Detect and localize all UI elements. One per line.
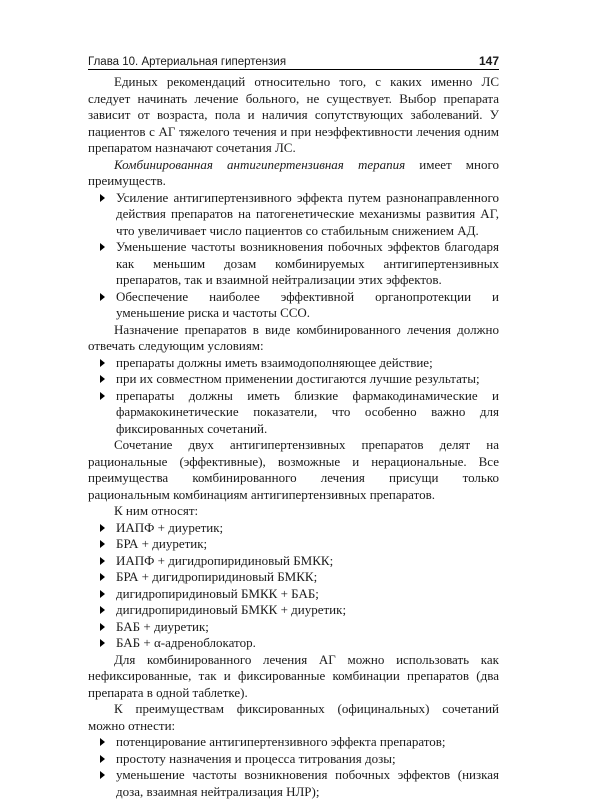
bullet-arrow-icon <box>100 359 105 367</box>
list-item: уменьшение частоты возникновения побочных эффектов (низкая доза, взаимная нейтрализация НЛР); <box>116 767 499 800</box>
list-item: дигидропиридиновый БМКК + БАБ; <box>116 586 499 603</box>
bullet-arrow-icon <box>100 243 105 251</box>
bullet-arrow-icon <box>100 771 105 779</box>
bullet-arrow-icon <box>100 738 105 746</box>
advantages-list <box>88 190 499 322</box>
bullet-arrow-icon <box>100 557 105 565</box>
bullet-arrow-icon <box>100 524 105 532</box>
paragraph: Назначение препаратов в виде комбинированного лечения должно отвечать следующим условиям: <box>88 321 499 353</box>
list-item: Обеспечение наиболее эффективной органопротекции и уменьшение риска и частоты ССО. <box>116 289 499 322</box>
list-item: препараты должны иметь близкие фармакодинамические и фармакокинетические показатели, что особенно важно для фиксированных сочетаний. <box>116 388 499 438</box>
list-item: при их совместном применении достигаются лучшие результаты; <box>116 371 499 388</box>
paragraph: К преимуществам фиксированных (официнальных) сочетаний можно отнести: <box>88 701 499 733</box>
list-item: ИАПФ + диуретик; <box>116 520 499 537</box>
bullet-arrow-icon <box>100 392 105 400</box>
paragraph <box>88 157 499 190</box>
fixed-combination-advantages-list <box>88 734 499 800</box>
bullet-arrow-icon <box>100 540 105 548</box>
list-item: препараты должны иметь взаимодополняющее действие; <box>116 355 499 372</box>
list-item: ИАПФ + дигидропиридиновый БМКК; <box>116 553 499 570</box>
bullet-arrow-icon <box>100 375 105 383</box>
italic-term: Комбинированная антигипертензивная терапия <box>114 156 406 172</box>
paragraph: Для комбинированного лечения АГ можно использовать как нефиксированные, так и фиксированные комбинации препаратов (два препарата в одной таблетке). <box>88 651 499 700</box>
page-number: 147 <box>478 54 499 68</box>
list-item: БАБ + диуретик; <box>116 619 499 636</box>
list-item: потенцирование антигипертензивного эффекта препаратов; <box>116 734 499 751</box>
bullet-arrow-icon <box>100 639 105 647</box>
list-item: простоту назначения и процесса титрования дозы; <box>116 751 499 768</box>
paragraph-rest: имеет много преимуществ. <box>88 156 499 188</box>
conditions-list <box>88 355 499 438</box>
paragraph: Сочетание двух антигипертензивных препаратов делят на рациональные (эффективные), возможные и нерациональные. Все преимущества комбинированного лечения присущи только рациональным комбинациям антигипертензивных препаратов. <box>88 437 499 502</box>
bullet-arrow-icon <box>100 194 105 202</box>
list-item: дигидропиридиновый БМКК + диуретик; <box>116 602 499 619</box>
list-item: БРА + дигидропиридиновый БМКК; <box>116 569 499 586</box>
paragraph: Единых рекомендаций относительно того, с каких именно ЛС следует начинать лечение больного, не существует. Выбор препарата зависит от возраста, пола и наличия сопутствующих заболеваний. У пациентов с АГ тяжелого течения и при неэффективности лечения одним препаратом назначают сочетания ЛС. <box>88 74 499 155</box>
combinations-list <box>88 520 499 652</box>
bullet-arrow-icon <box>100 293 105 301</box>
header-rule <box>88 69 499 70</box>
paragraph: К ним относят: <box>114 503 199 518</box>
body-text <box>88 74 499 800</box>
chapter-title: Глава 10. Артериальная гипертензия <box>88 56 287 68</box>
bullet-arrow-icon <box>100 623 105 631</box>
bullet-arrow-icon <box>100 590 105 598</box>
list-item: БАБ + α-адреноблокатор. <box>116 635 499 652</box>
running-header <box>88 50 499 68</box>
list-item: Уменьшение частоты возникновения побочных эффектов благодаря как меньшим дозам комбинируемых антигипертензивных препаратов, так и взаимной нейтрализации этих эффектов. <box>116 239 499 289</box>
bullet-arrow-icon <box>100 573 105 581</box>
list-item: БРА + диуретик; <box>116 536 499 553</box>
list-item: Усиление антигипертензивного эффекта путем разнонаправленного действия препаратов на патогенетические механизмы развития АГ, что увеличивает число пациентов со стабильным снижением АД. <box>116 190 499 240</box>
bullet-arrow-icon <box>100 755 105 763</box>
bullet-arrow-icon <box>100 606 105 614</box>
